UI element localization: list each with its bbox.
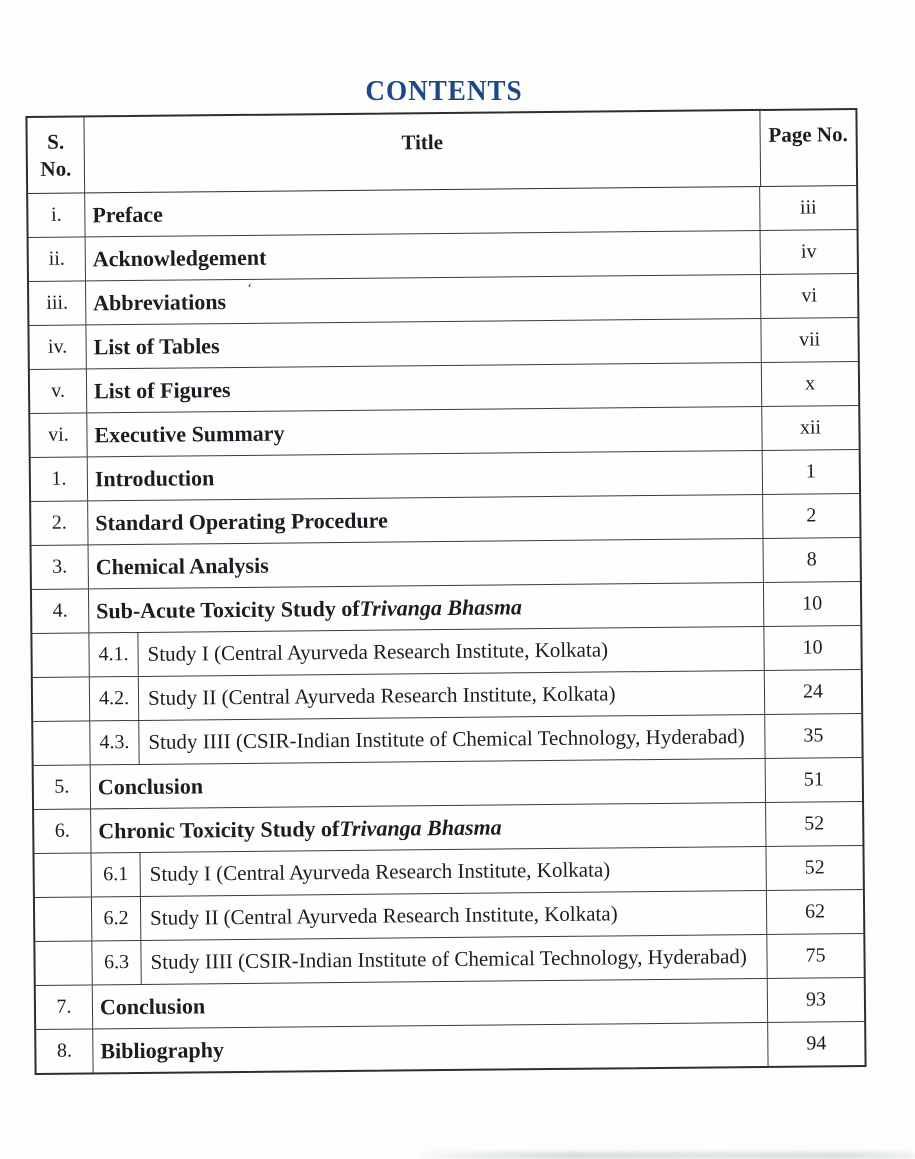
row-title — [140, 847, 766, 896]
row-page-number: 52 — [804, 812, 825, 835]
row-page-number: iv — [800, 240, 817, 263]
table-row — [28, 186, 856, 238]
toc-header-row — [27, 110, 856, 194]
row-title — [87, 363, 762, 412]
row-page-number: 93 — [805, 988, 827, 1011]
row-title — [91, 803, 766, 852]
table-row — [36, 978, 864, 1030]
row-page-number: 52 — [804, 856, 825, 879]
row-serial-number: 2. — [31, 501, 88, 545]
row-title-text: Study II (Central Ayurveda Research Institute, Kolkata) — [150, 901, 618, 930]
row-title-italic-text: Trivanga Bhasma — [339, 813, 502, 841]
row-title — [139, 715, 765, 764]
row-page-number: iii — [799, 196, 817, 219]
row-serial-number: iii. — [29, 281, 86, 325]
table-row — [35, 846, 863, 898]
header-title: Title — [401, 130, 444, 155]
row-title-text: Conclusion — [99, 992, 206, 1019]
table-row — [30, 406, 858, 458]
row-title-text: Study II (Central Ayurveda Research Institute, Kolkata) — [147, 681, 616, 710]
row-serial-number: 1. — [31, 457, 88, 501]
row-page-number: 1 — [805, 460, 816, 483]
header-serial-line2: No. — [40, 156, 72, 181]
row-title-text: Chemical Analysis — [95, 552, 269, 579]
row-serial-number: v. — [30, 369, 87, 413]
table-row — [33, 670, 861, 722]
scan-artifact-mark: ‘ — [243, 280, 254, 298]
row-title-text: Chronic Toxicity Study of — [98, 815, 340, 843]
row-page-number: 2 — [806, 504, 817, 527]
row-title-text: Preface — [92, 201, 163, 227]
row-serial-number: 5. — [34, 765, 91, 809]
row-title — [93, 979, 768, 1028]
table-row — [29, 274, 857, 326]
row-serial-number: vi. — [30, 413, 87, 457]
table-row — [31, 494, 859, 546]
row-title-text: Acknowledgement — [92, 244, 267, 271]
row-title-text: Executive Summary — [94, 420, 285, 447]
row-page-number: 35 — [803, 724, 824, 747]
table-row — [36, 1022, 864, 1073]
toc-table — [25, 108, 866, 1075]
row-page-number: 75 — [805, 944, 826, 967]
row-sub-number: 6.1 — [91, 853, 140, 896]
row-title-text: Study I (Central Ayurveda Research Institute, Kolkata) — [147, 637, 609, 666]
table-row — [34, 802, 862, 854]
table-row — [30, 362, 858, 414]
row-title-text: Standard Operating Procedure — [95, 507, 388, 535]
row-title — [88, 451, 763, 500]
row-page-number: 51 — [803, 768, 824, 791]
contents-heading: CONTENTS — [365, 76, 523, 107]
row-title — [138, 627, 764, 676]
row-sub-number: 4.1. — [89, 633, 138, 676]
row-serial-number — [35, 941, 92, 985]
row-serial-number: i. — [28, 193, 85, 237]
row-title-text: List of Tables — [93, 332, 220, 359]
table-row — [32, 626, 860, 678]
table-row — [29, 230, 857, 282]
row-title-text: Study IIII (CSIR-Indian Institute of Chemical Technology, Hyderabad) — [150, 944, 747, 974]
row-page-number: 10 — [802, 592, 823, 615]
table-row — [29, 318, 857, 370]
row-serial-number — [32, 633, 89, 677]
row-page-number: vii — [798, 328, 821, 351]
scan-artifact-smudge — [420, 1152, 915, 1159]
row-page-number: 94 — [806, 1032, 827, 1055]
header-serial-line1: S. — [47, 129, 65, 155]
row-sub-number: 6.2 — [92, 897, 141, 940]
row-serial-number — [35, 853, 92, 897]
row-title-text: Bibliography — [100, 1036, 224, 1063]
row-serial-number — [33, 721, 90, 765]
table-row — [34, 758, 862, 810]
row-title — [86, 231, 761, 280]
header-page-number: Page No. — [759, 110, 856, 186]
row-title-text: List of Figures — [93, 376, 231, 403]
row-page-number: 62 — [804, 900, 826, 923]
row-serial-number — [33, 677, 90, 721]
table-row — [31, 450, 859, 502]
row-title — [85, 187, 760, 236]
row-title — [91, 759, 766, 808]
row-page-number: xii — [799, 416, 822, 439]
row-title-text: Sub-Acute Toxicity Study of — [96, 595, 360, 623]
row-serial-number: iv. — [29, 325, 86, 369]
table-row — [35, 934, 863, 986]
row-serial-number: 4. — [32, 589, 89, 633]
row-sub-number: 4.3. — [90, 721, 139, 764]
row-serial-number — [35, 897, 92, 941]
row-serial-number: 6. — [34, 809, 91, 853]
row-page-number: 10 — [802, 636, 823, 659]
row-title — [141, 935, 767, 984]
row-title-text: Conclusion — [97, 772, 204, 799]
row-sub-number: 4.2. — [90, 677, 139, 720]
table-row — [33, 714, 861, 766]
row-page-number: 8 — [806, 548, 817, 571]
row-page-number: vi — [801, 284, 818, 307]
table-row — [35, 890, 863, 942]
row-serial-number: 3. — [32, 545, 89, 589]
row-title — [139, 671, 765, 720]
row-title — [86, 319, 761, 368]
row-title-italic-text: Trivanga Bhasma — [359, 593, 523, 621]
row-page-number: x — [804, 372, 816, 395]
row-title — [86, 275, 761, 324]
row-serial-number: ii. — [29, 237, 86, 281]
row-title — [93, 1023, 768, 1072]
row-title-text: Abbreviations — [93, 288, 227, 315]
row-title — [88, 495, 763, 544]
table-row — [32, 582, 860, 634]
row-title-text: Study I (Central Ayurveda Research Institute, Kolkata) — [149, 857, 611, 886]
row-title-text: Study IIII (CSIR-Indian Institute of Chemical Technology, Hyderabad) — [148, 724, 745, 754]
toc-body — [28, 186, 864, 1073]
row-page-number: 24 — [802, 680, 824, 703]
row-serial-number: 8. — [36, 1029, 93, 1073]
row-serial-number: 7. — [36, 985, 93, 1029]
table-row — [32, 538, 860, 590]
row-title — [89, 583, 764, 632]
row-title-text: Introduction — [94, 464, 215, 491]
row-sub-number: 6.3 — [92, 941, 141, 984]
header-serial-number — [27, 117, 85, 193]
row-title — [89, 539, 764, 588]
row-title — [141, 891, 767, 940]
row-title — [87, 407, 762, 456]
